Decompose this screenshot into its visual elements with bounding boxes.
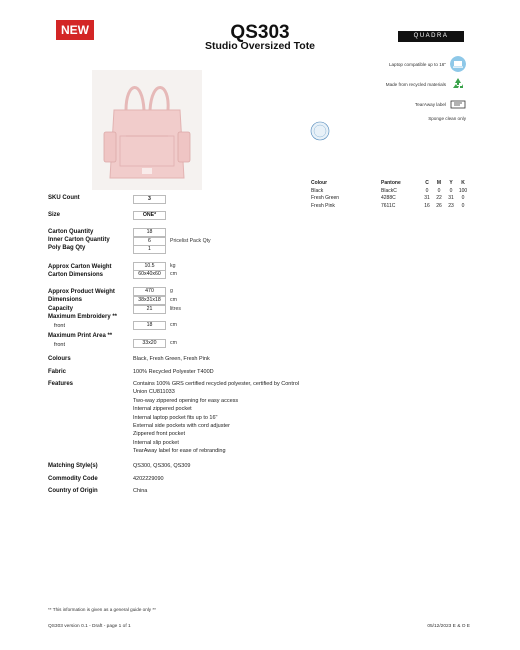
poly-bag-value: 1 xyxy=(133,245,166,254)
cell: 100 xyxy=(458,187,468,194)
cell: Black xyxy=(311,187,324,194)
print-front-value: 33x20 xyxy=(133,339,166,348)
carton-weight-unit: kg xyxy=(170,263,176,269)
cell: 0 xyxy=(425,187,429,194)
matching-value: QS300, QS306, QS309 xyxy=(133,463,191,469)
cell: BlackC xyxy=(381,187,397,194)
inner-carton-value: 6 xyxy=(133,237,166,246)
size-label: Size xyxy=(48,212,61,218)
col-m: M xyxy=(436,180,442,186)
commodity-value: 4202229090 xyxy=(133,476,164,482)
features-list xyxy=(133,380,313,456)
embroidery-front-value: 18 xyxy=(133,321,166,330)
cell: 0 xyxy=(449,187,453,194)
list-item: Two-way zippered opening for easy access xyxy=(133,397,239,404)
list-item: Internal zippered pocket xyxy=(133,406,192,413)
cell: 4288C xyxy=(381,195,396,201)
carton-weight-label: Approx Carton Weight xyxy=(48,264,112,270)
feature-tearaway xyxy=(415,96,466,112)
list-item: Internal slip pocket xyxy=(133,439,179,446)
carton-qty-label: Carton Quantity xyxy=(48,229,94,235)
new-badge: NEW xyxy=(56,20,94,40)
col-k: K xyxy=(461,180,465,186)
footer-version: QS303 version 0.1 - Draft - page 1 of 1 xyxy=(48,624,131,629)
table-row xyxy=(311,188,471,196)
laptop-icon xyxy=(450,56,466,72)
cell: 0 xyxy=(461,202,465,209)
capacity-label: Capacity xyxy=(48,306,74,312)
carton-dims-label: Carton Dimensions xyxy=(48,272,104,278)
footnote: ** This information is given as a general guide only ** xyxy=(48,607,156,612)
feature-recycled xyxy=(386,76,466,92)
max-print-label: Maximum Print Area ** xyxy=(48,333,113,339)
feature-recycled-label: Made from recycled materials xyxy=(385,81,446,87)
cell: 31 xyxy=(448,195,454,201)
list-item: Internal laptop pocket fits up to 16" xyxy=(133,414,218,421)
feature-sponge xyxy=(428,116,466,121)
cell: 0 xyxy=(461,195,465,201)
print-front-unit: cm xyxy=(170,340,177,346)
poly-bag-label: Poly Bag Qty xyxy=(48,245,86,251)
cell: 16 xyxy=(424,202,430,209)
list-item: Zippered front pocket xyxy=(133,431,185,438)
cell: 22 xyxy=(436,195,442,201)
product-weight-label: Approx Product Weight xyxy=(48,289,115,295)
cell: 31 xyxy=(424,195,430,201)
print-front-label: front xyxy=(54,342,66,348)
capacity-unit: litres xyxy=(170,306,181,312)
colours-value: Black, Fresh Green, Fresh Pink xyxy=(133,356,210,362)
product-name: Studio Oversized Tote xyxy=(204,40,316,52)
col-pantone: Pantone xyxy=(381,180,401,186)
product-weight-value: 470 xyxy=(133,287,166,296)
inner-carton-note: Pricelist Pack Qty xyxy=(170,238,211,244)
dimensions-value: 38x31x18 xyxy=(133,296,166,305)
feature-laptop xyxy=(389,56,466,72)
cell: Fresh Green xyxy=(311,195,340,201)
sku-count-value: 3 xyxy=(133,195,166,204)
dimensions-label: Dimensions xyxy=(48,297,83,303)
colour-table-header xyxy=(311,180,471,188)
matching-label: Matching Style(s) xyxy=(48,463,98,469)
feature-laptop-label: Laptop compatible up to 16" xyxy=(388,61,446,67)
table-row xyxy=(311,203,471,211)
commodity-label: Commodity Code xyxy=(48,476,98,482)
dimensions-unit: cm xyxy=(170,297,177,303)
origin-value: China xyxy=(133,488,148,494)
features-label: Features xyxy=(48,381,74,387)
footer-date: 05/12/2023 E & O E xyxy=(427,624,470,629)
brand-logo: QUADRA xyxy=(398,31,464,42)
col-y: Y xyxy=(449,180,453,186)
fabric-label: Fabric xyxy=(48,369,67,375)
carton-weight-value: 10.5 xyxy=(133,262,166,271)
cell: 0 xyxy=(437,187,441,194)
list-item: External side pockets with cord adjuster xyxy=(133,423,230,430)
capacity-value: 21 xyxy=(133,305,166,314)
list-item: Contains 100% GRS certified recycled polyester, certified by Control Union CU811033 xyxy=(133,381,299,396)
feature-sponge-label: Sponge clean only xyxy=(428,116,466,121)
cell: Fresh Pink xyxy=(311,202,335,209)
size-value: ONE* xyxy=(133,211,166,220)
max-embroidery-label: Maximum Embroidery ** xyxy=(48,314,118,320)
product-image xyxy=(92,70,202,190)
feature-tearaway-label: TearAway label xyxy=(414,101,446,107)
recycle-icon xyxy=(450,76,466,92)
carton-dims-unit: cm xyxy=(170,271,177,277)
list-item: TearAway label for ease of rebranding xyxy=(133,448,226,455)
cell: 23 xyxy=(448,202,454,209)
grs-logo-icon xyxy=(303,121,337,143)
product-code: QS303 xyxy=(230,22,290,43)
cell: 7611C xyxy=(381,202,396,209)
col-colour: Colour xyxy=(311,180,328,186)
cell: 26 xyxy=(436,202,442,209)
sku-count-label: SKU Count xyxy=(48,195,80,201)
table-row xyxy=(311,195,471,203)
origin-label: Country of Origin xyxy=(48,488,98,494)
tearaway-label-icon xyxy=(450,96,466,112)
colour-table xyxy=(311,180,471,210)
col-c: C xyxy=(425,180,429,186)
embroidery-front-label: front xyxy=(54,323,66,329)
colours-label: Colours xyxy=(48,356,71,362)
embroidery-front-unit: cm xyxy=(170,322,177,328)
carton-qty-value: 18 xyxy=(133,228,166,237)
product-weight-unit: g xyxy=(170,288,173,294)
carton-dims-value: 60x40x60 xyxy=(133,270,166,279)
inner-carton-label: Inner Carton Quantity xyxy=(48,237,110,243)
fabric-value: 100% Recycled Polyester T400D xyxy=(133,369,214,375)
